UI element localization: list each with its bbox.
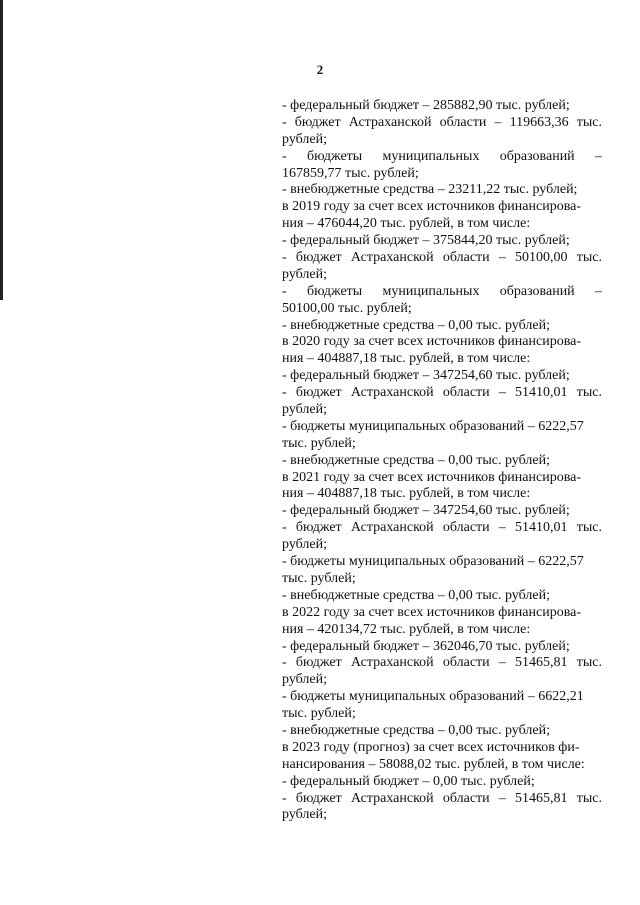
- text-line: - бюджеты муниципальных образований – 6222,57: [282, 554, 584, 570]
- text-line: рублей;: [282, 807, 327, 823]
- text-line: - федеральный бюджет – 347254,60 тыс. рублей;: [282, 368, 570, 384]
- text-line: 50100,00 тыс. рублей;: [282, 300, 412, 316]
- text-line: - внебюджетные средства – 0,00 тыс. рублей;: [282, 722, 550, 738]
- document-body: [282, 98, 602, 824]
- text-line: - внебюджетные средства – 0,00 тыс. рублей;: [282, 587, 550, 603]
- text-line: ния – 420134,72 тыс. рублей, в том числе:: [282, 621, 531, 637]
- text-line: рублей;: [282, 402, 327, 418]
- text-line: тыс. рублей;: [282, 706, 356, 722]
- text-line: - бюджеты муниципальных образований –: [282, 283, 602, 299]
- text-line: в 2023 году (прогноз) за счет всех источников фи-: [282, 739, 580, 755]
- text-line: - бюджет Астраханской области – 50100,00 тыс.: [282, 250, 602, 266]
- text-line: - федеральный бюджет – 285882,90 тыс. рублей;: [282, 98, 570, 113]
- text-line: - внебюджетные средства – 0,00 тыс. рублей;: [282, 452, 550, 468]
- text-line: 167859,77 тыс. рублей;: [282, 165, 419, 181]
- page-number: 2: [316, 62, 324, 77]
- text-line: - бюджеты муниципальных образований – 6222,57: [282, 418, 584, 434]
- text-line: в 2021 году за счет всех источников финансирова-: [282, 469, 581, 485]
- text-line: - бюджет Астраханской области – 51465,81 тыс.: [282, 790, 602, 806]
- text-line: - федеральный бюджет – 347254,60 тыс. рублей;: [282, 503, 570, 519]
- text-line: в 2019 году за счет всех источников финансирова-: [282, 199, 581, 215]
- text-line: ния – 404887,18 тыс. рублей, в том числе:: [282, 351, 531, 367]
- text-line: в 2020 году за счет всех источников финансирова-: [282, 334, 581, 350]
- text-line: тыс. рублей;: [282, 435, 356, 451]
- text-line: в 2022 году за счет всех источников финансирова-: [282, 604, 581, 620]
- text-line: - внебюджетные средства – 0,00 тыс. рублей;: [282, 317, 550, 333]
- text-line: - бюджеты муниципальных образований – 6622,21: [282, 689, 584, 705]
- text-line: тыс. рублей;: [282, 570, 356, 586]
- text-line: ния – 476044,20 тыс. рублей, в том числе:: [282, 216, 531, 232]
- text-line: - бюджет Астраханской области – 51465,81 тыс.: [282, 655, 602, 671]
- text-line: рублей;: [282, 131, 327, 147]
- text-line: - внебюджетные средства – 23211,22 тыс. рублей;: [282, 182, 578, 198]
- text-line: - бюджеты муниципальных образований –: [282, 148, 602, 164]
- scan-edge-line: [0, 0, 3, 300]
- text-line: рублей;: [282, 266, 327, 282]
- text-line: рублей;: [282, 537, 327, 553]
- text-line: рублей;: [282, 672, 327, 688]
- text-line: ния – 404887,18 тыс. рублей, в том числе:: [282, 486, 531, 502]
- text-line: нансирования – 58088,02 тыс. рублей, в том числе:: [282, 756, 585, 772]
- text-line: - бюджет Астраханской области – 119663,36 тыс.: [282, 114, 602, 130]
- text-line: - федеральный бюджет – 362046,70 тыс. рублей;: [282, 638, 570, 654]
- text-line: - федеральный бюджет – 375844,20 тыс. рублей;: [282, 233, 570, 249]
- text-line: - бюджет Астраханской области – 51410,01 тыс.: [282, 520, 602, 536]
- text-line: - бюджет Астраханской области – 51410,01 тыс.: [282, 385, 602, 401]
- text-line: - федеральный бюджет – 0,00 тыс. рублей;: [282, 773, 535, 789]
